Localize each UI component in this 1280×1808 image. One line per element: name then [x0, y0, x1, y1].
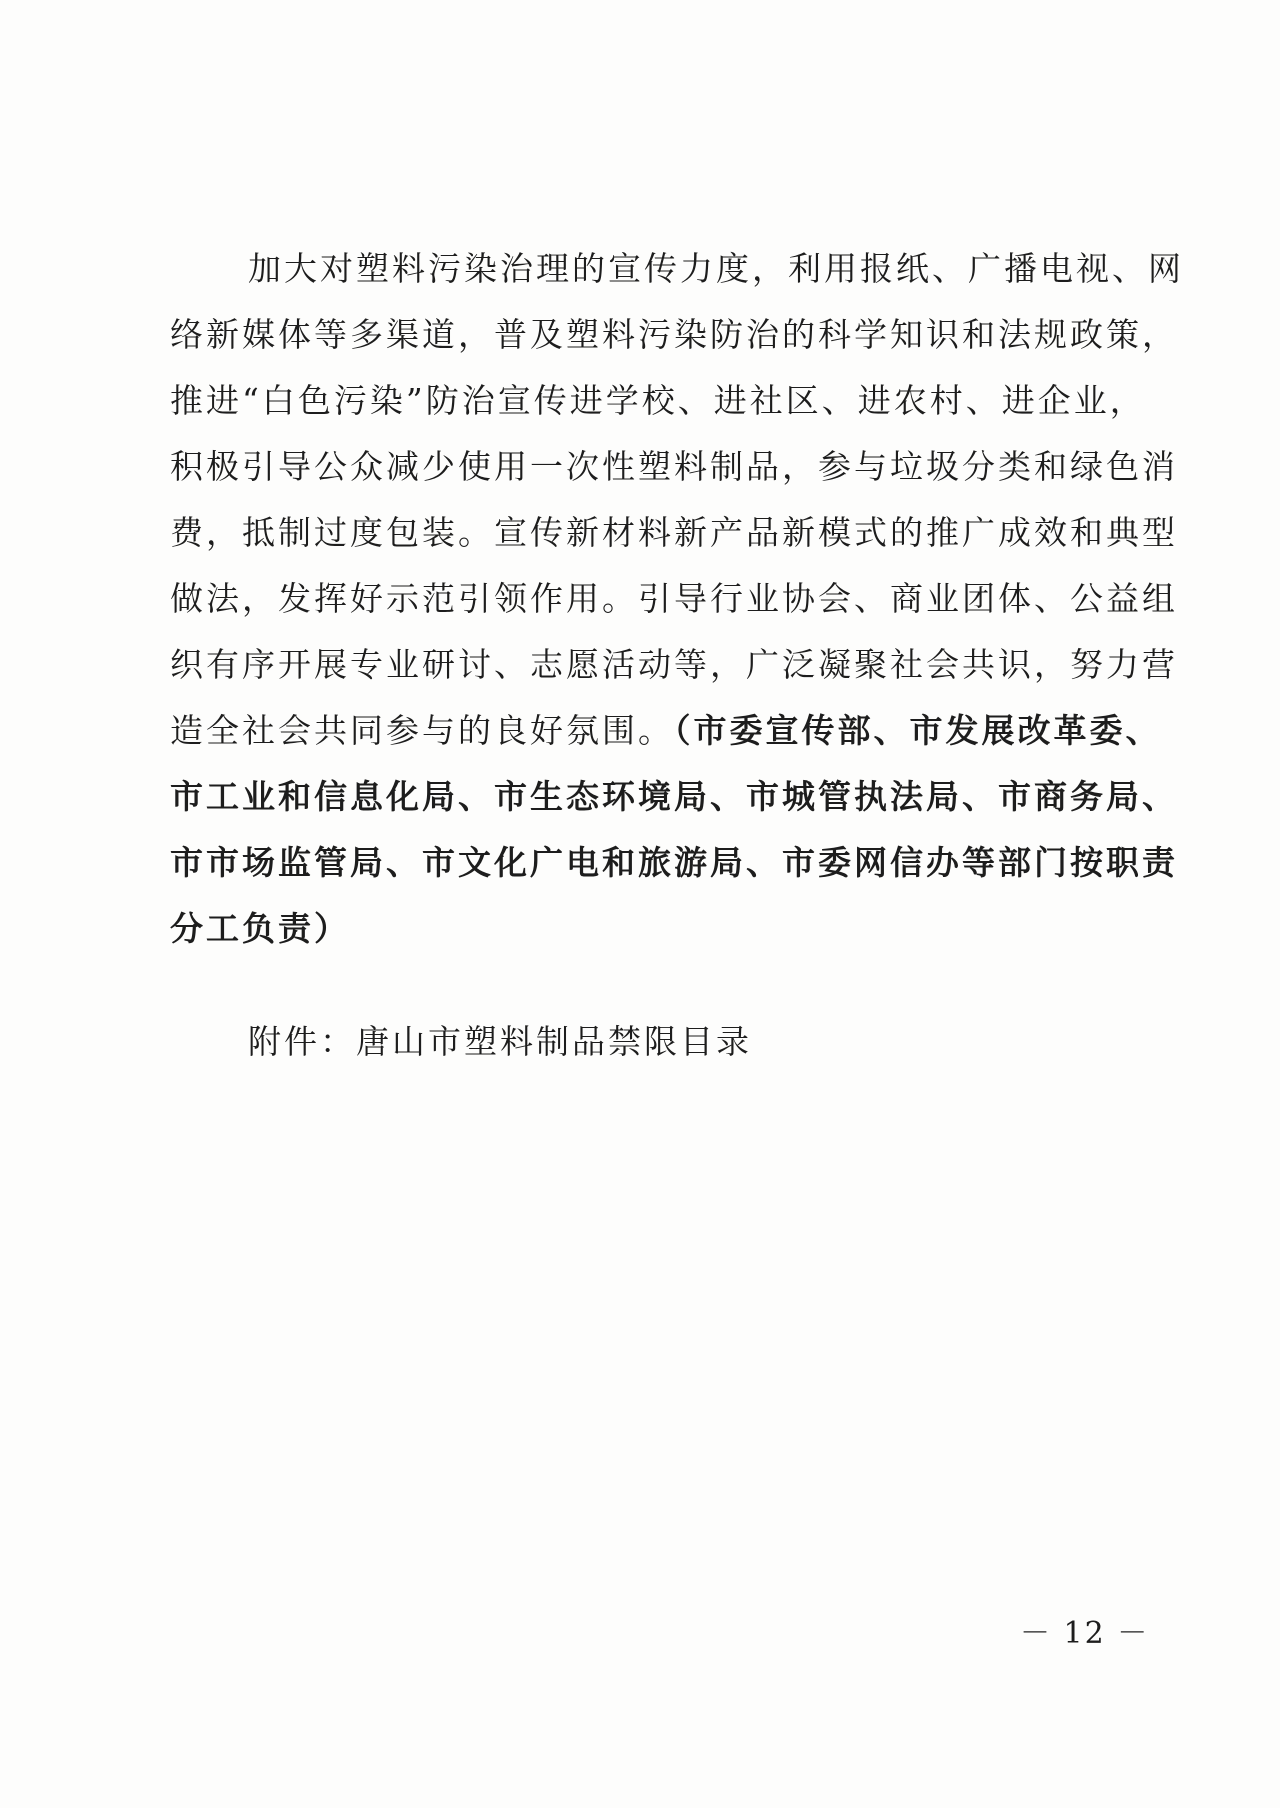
body-paragraph — [170, 236, 1184, 962]
attachment-line: 附件：唐山市塑料制品禁限目录 — [248, 1022, 752, 1061]
paragraph-line-6 — [170, 566, 1178, 632]
line-text: 推进“白色污染”防治宣传进学校、进社区、进农村、进企业， — [170, 381, 1146, 420]
paragraph-line-11 — [170, 896, 1130, 962]
line-text: 做法，发挥好示范引领作用。引导行业协会、商业团体、公益组 — [170, 579, 1178, 618]
responsible-departments-text: 分工负责） — [170, 909, 350, 948]
paragraph-line-5 — [170, 500, 1178, 566]
line-text: 造全社会共同参与的良好氛围。 — [170, 711, 674, 750]
line-text: 加大对塑料污染治理的宣传力度，利用报纸、广播电视、网 — [248, 249, 1184, 288]
paragraph-line-9 — [170, 764, 1178, 830]
paragraph-line-8 — [170, 698, 1162, 764]
responsible-departments-text: 市市场监管局、市文化广电和旅游局、市委网信办等部门按职责 — [170, 843, 1178, 882]
paragraph-line-4 — [170, 434, 1178, 500]
paragraph-line-1 — [170, 236, 1184, 302]
line-text: 费，抵制过度包装。宣传新材料新产品新模式的推广成效和典型 — [170, 513, 1178, 552]
paragraph-line-3 — [170, 368, 1146, 434]
paragraph-line-10 — [170, 830, 1178, 896]
line-text: 积极引导公众减少使用一次性塑料制品，参与垃圾分类和绿色消 — [170, 447, 1178, 486]
page-number: － 12 － — [1020, 1616, 1150, 1651]
paragraph-line-2 — [170, 302, 1178, 368]
responsible-departments-text: （市委宣传部、市发展改革委、 — [674, 711, 1162, 750]
line-text: 络新媒体等多渠道，普及塑料污染防治的科学知识和法规政策， — [170, 315, 1178, 354]
paragraph-line-7 — [170, 632, 1178, 698]
responsible-departments-text: 市工业和信息化局、市生态环境局、市城管执法局、市商务局、 — [170, 777, 1178, 816]
line-text: 织有序开展专业研讨、志愿活动等，广泛凝聚社会共识，努力营 — [170, 645, 1178, 684]
